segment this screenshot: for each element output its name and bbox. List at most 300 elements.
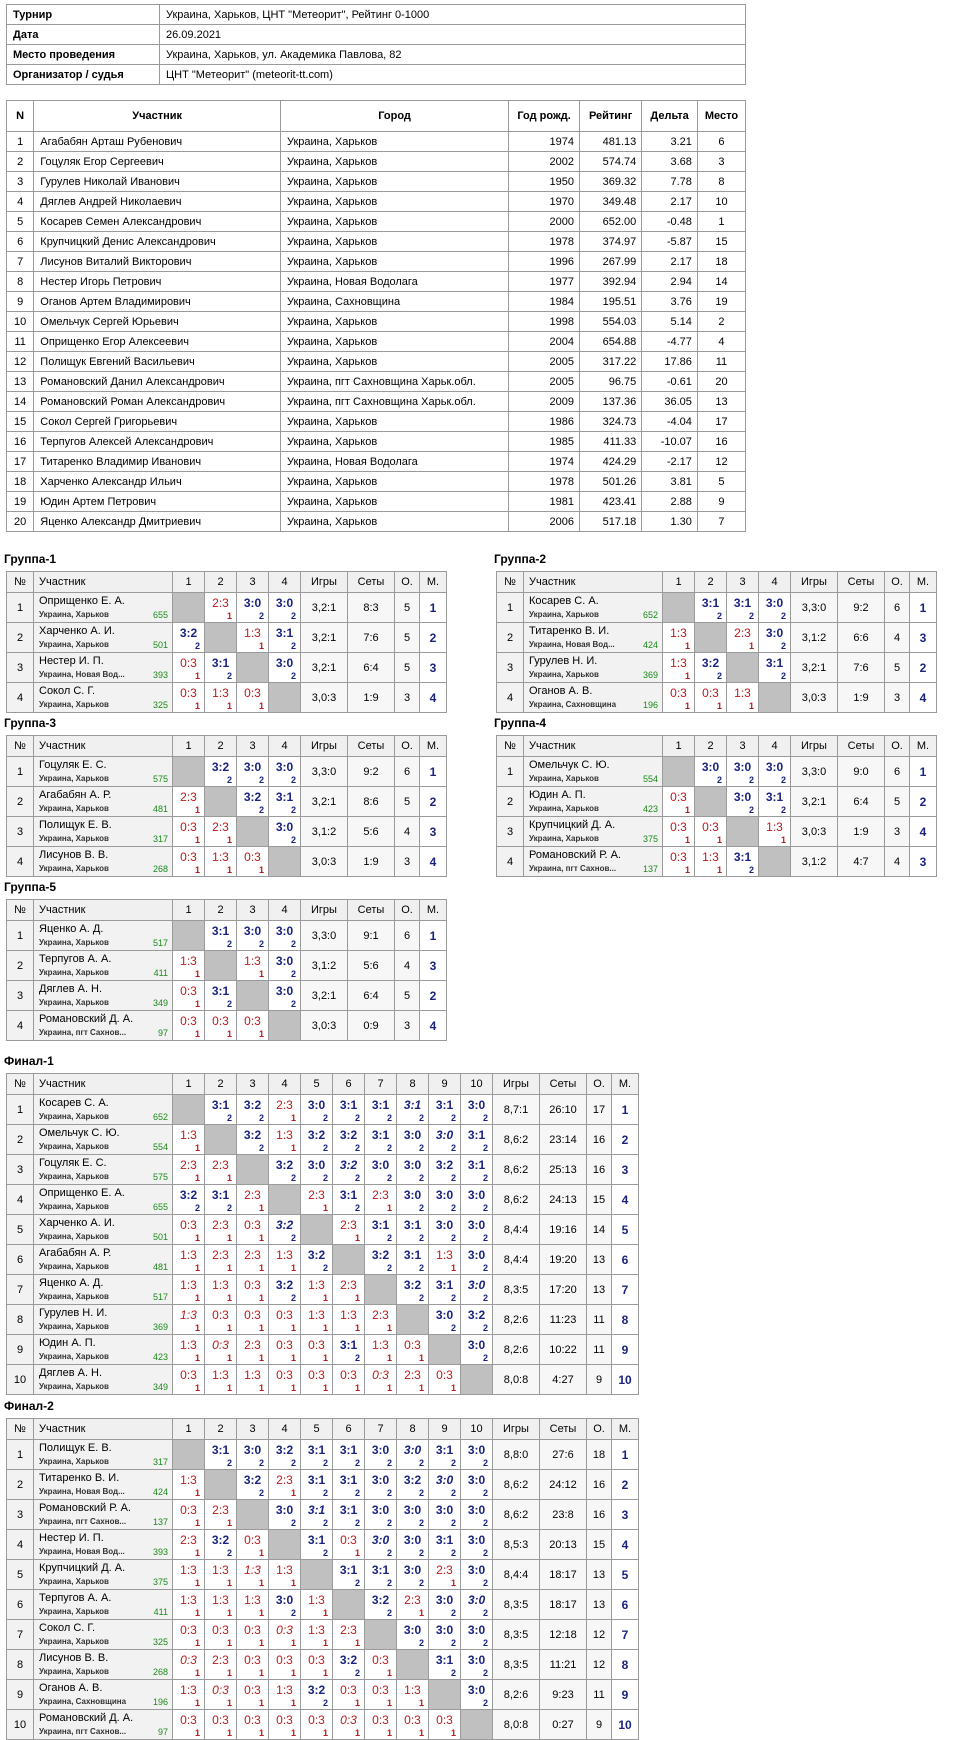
row-games: 3,0:3	[791, 683, 838, 713]
self-cell	[727, 653, 759, 683]
player-short-name: Романовский Д. А.	[39, 1712, 134, 1724]
match-points: 1	[194, 1233, 200, 1243]
match-cell	[173, 1590, 205, 1620]
header-opponent: 10	[461, 1074, 493, 1095]
header-place: М.	[612, 1074, 639, 1095]
player-rating: 423	[152, 1352, 168, 1362]
match-cell	[301, 1620, 333, 1650]
result-row	[7, 1125, 639, 1155]
match-score: 3:0	[371, 1503, 390, 1517]
row-player	[34, 1215, 173, 1245]
self-cell	[759, 683, 791, 713]
player-short-name: Яценко А. Д.	[39, 1277, 104, 1289]
player-rating: 654.88	[580, 332, 642, 352]
player-city: Украина, Харьков	[39, 1577, 109, 1586]
header-opponent: 4	[269, 900, 301, 921]
match-score: 0:3	[180, 686, 197, 700]
match-score: 3:1	[211, 656, 230, 670]
match-score: 1:3	[244, 954, 261, 968]
player-row	[7, 412, 746, 432]
match-points: 2	[418, 1488, 424, 1498]
col-rating: Рейтинг	[580, 101, 642, 132]
match-score: 0:3	[244, 1623, 261, 1637]
match-cell	[269, 1650, 301, 1680]
player-city: Украина, Харьков	[39, 774, 109, 783]
row-player	[34, 1710, 173, 1740]
match-cell	[301, 1185, 333, 1215]
player-name: Гоцуляк Егор Сергеевич	[34, 152, 281, 172]
row-points: 9	[587, 1365, 612, 1395]
match-score: 0:3	[670, 850, 687, 864]
row-place: 2	[420, 623, 447, 653]
match-score: 0:3	[180, 984, 197, 998]
row-number: 4	[7, 847, 34, 877]
player-rating: 97	[157, 1028, 168, 1038]
self-cell	[365, 1620, 397, 1650]
match-points: 2	[418, 1233, 424, 1243]
match-score: 3:0	[467, 1338, 486, 1352]
match-score: 2:3	[244, 1338, 261, 1352]
match-cell	[461, 1335, 493, 1365]
row-games: 8,6:2	[493, 1500, 540, 1530]
match-points: 2	[418, 1293, 424, 1303]
match-score: 3:0	[467, 1098, 486, 1112]
player-city: Украина, Харьков	[39, 700, 109, 709]
match-cell	[461, 1440, 493, 1470]
match-points: 2	[290, 805, 296, 815]
result-row	[7, 1440, 639, 1470]
row-points: 4	[885, 847, 910, 877]
match-points: 1	[258, 1353, 264, 1363]
row-sets: 7:6	[838, 653, 885, 683]
player-short-name: Оприщенко Е. А.	[39, 595, 125, 607]
match-cell	[173, 1185, 205, 1215]
match-points: 2	[482, 1578, 488, 1588]
match-points: 2	[450, 1323, 456, 1333]
match-points: 1	[226, 1353, 232, 1363]
player-number: 7	[7, 252, 34, 272]
match-score: 1:3	[308, 1278, 325, 1292]
match-points: 1	[418, 1728, 424, 1738]
row-points: 15	[587, 1530, 612, 1560]
match-points: 1	[322, 1383, 328, 1393]
match-cell	[269, 1560, 301, 1590]
table-title: Группа-5	[4, 880, 57, 894]
self-cell	[237, 653, 269, 683]
player-city: Украина, Харьков	[280, 472, 508, 492]
match-points: 2	[482, 1143, 488, 1153]
row-sets: 0:9	[348, 1011, 395, 1041]
player-rating: 501.26	[580, 472, 642, 492]
match-cell	[461, 1530, 493, 1560]
match-score: 2:3	[212, 820, 229, 834]
match-score: 3:1	[275, 790, 294, 804]
info-label: Дата	[7, 25, 160, 45]
match-score: 3:0	[467, 1218, 486, 1232]
player-year: 2004	[509, 332, 580, 352]
match-cell	[269, 1710, 301, 1740]
header-opponent: 4	[269, 736, 301, 757]
match-score: 1:3	[308, 1623, 325, 1637]
row-points: 13	[587, 1275, 612, 1305]
match-cell	[205, 1305, 237, 1335]
row-player	[34, 1275, 173, 1305]
row-sets: 1:9	[348, 847, 395, 877]
self-cell	[269, 683, 301, 713]
player-short-name: Гурулев Н. И.	[39, 1307, 108, 1319]
row-sets: 26:10	[540, 1095, 587, 1125]
row-place: 4	[420, 1011, 447, 1041]
player-place: 3	[697, 152, 745, 172]
player-delta: 7.78	[642, 172, 698, 192]
match-cell	[237, 593, 269, 623]
player-rating: 374.97	[580, 232, 642, 252]
match-points: 1	[194, 1488, 200, 1498]
header-opponent: 3	[237, 900, 269, 921]
self-cell	[173, 757, 205, 787]
player-rating: 652	[642, 610, 658, 620]
result-row	[7, 1335, 639, 1365]
match-cell	[461, 1305, 493, 1335]
match-score: 0:3	[372, 1713, 389, 1727]
header-opponent: 2	[205, 572, 237, 593]
match-cell	[695, 683, 727, 713]
player-number: 18	[7, 472, 34, 492]
result-table	[496, 735, 937, 877]
player-short-name: Титаренко В. И.	[39, 1472, 120, 1484]
player-city: Украина, Харьков	[280, 352, 508, 372]
match-points: 1	[194, 1323, 200, 1333]
self-cell	[269, 847, 301, 877]
match-cell	[333, 1530, 365, 1560]
row-player	[34, 1245, 173, 1275]
match-cell	[727, 623, 759, 653]
result-row	[7, 1620, 639, 1650]
match-points: 1	[290, 1323, 296, 1333]
player-row	[7, 432, 746, 452]
player-year: 1978	[509, 232, 580, 252]
match-cell	[205, 1560, 237, 1590]
result-row	[7, 1245, 639, 1275]
match-points: 2	[418, 1203, 424, 1213]
player-delta: 36.05	[642, 392, 698, 412]
player-city: Украина, Харьков	[280, 332, 508, 352]
row-games: 8,0:8	[493, 1710, 540, 1740]
player-year: 1974	[509, 452, 580, 472]
match-cell	[301, 1470, 333, 1500]
match-cell	[237, 757, 269, 787]
match-cell	[237, 1245, 269, 1275]
row-place: 1	[420, 921, 447, 951]
match-points: 2	[354, 1203, 360, 1213]
match-cell	[269, 1590, 301, 1620]
header-points: О.	[587, 1074, 612, 1095]
match-points: 2	[322, 1488, 328, 1498]
row-sets: 6:4	[838, 787, 885, 817]
player-row	[7, 452, 746, 472]
row-points: 5	[395, 653, 420, 683]
header-opponent: 3	[237, 572, 269, 593]
match-points: 1	[194, 1578, 200, 1588]
row-games: 8,6:2	[493, 1155, 540, 1185]
match-score: 3:2	[275, 1443, 294, 1457]
match-cell	[173, 1155, 205, 1185]
col-city: Город	[280, 101, 508, 132]
row-number: 4	[7, 1185, 34, 1215]
header-games: Игры	[493, 1074, 540, 1095]
self-cell	[727, 817, 759, 847]
row-games: 8,4:4	[493, 1215, 540, 1245]
result-row	[7, 1155, 639, 1185]
player-city: Украина, Харьков	[39, 1112, 109, 1121]
match-cell	[173, 1305, 205, 1335]
match-points: 2	[290, 1608, 296, 1618]
row-games: 3,3:0	[791, 757, 838, 787]
match-points: 1	[418, 1353, 424, 1363]
match-points: 2	[386, 1488, 392, 1498]
player-rating: 97	[157, 1727, 168, 1737]
match-points: 2	[450, 1143, 456, 1153]
player-place: 2	[697, 312, 745, 332]
row-sets: 4:27	[540, 1365, 587, 1395]
match-cell	[301, 1155, 333, 1185]
header-opponent: 9	[429, 1419, 461, 1440]
match-score: 3:2	[307, 1128, 326, 1142]
match-points: 1	[258, 1668, 264, 1678]
player-city: Украина, Харьков	[529, 804, 599, 813]
header-games: Игры	[301, 900, 348, 921]
result-table	[6, 735, 447, 877]
col-year: Год рожд.	[509, 101, 580, 132]
col-place: Место	[697, 101, 745, 132]
match-cell	[237, 1440, 269, 1470]
player-city: Украина, Харьков	[529, 670, 599, 679]
match-cell	[205, 1095, 237, 1125]
match-cell	[695, 757, 727, 787]
result-header-row	[497, 736, 937, 757]
match-cell	[269, 1095, 301, 1125]
row-sets: 1:9	[838, 817, 885, 847]
info-row	[7, 45, 746, 65]
player-number: 14	[7, 392, 34, 412]
player-city: Украина, Новая Вод...	[529, 640, 615, 649]
row-number: 3	[7, 1155, 34, 1185]
match-points: 2	[450, 1488, 456, 1498]
match-score: 3:1	[371, 1098, 390, 1112]
match-cell	[173, 1680, 205, 1710]
row-sets: 1:9	[838, 683, 885, 713]
match-score: 2:3	[212, 1218, 229, 1232]
header-opponent: 1	[173, 572, 205, 593]
result-row	[7, 921, 447, 951]
match-score: 3:1	[733, 596, 752, 610]
match-cell	[333, 1095, 365, 1125]
player-row	[7, 152, 746, 172]
player-delta: -5.87	[642, 232, 698, 252]
match-cell	[205, 1245, 237, 1275]
row-games: 3,1:2	[791, 847, 838, 877]
match-score: 3:0	[467, 1278, 486, 1292]
match-cell	[269, 1245, 301, 1275]
match-score: 3:0	[467, 1473, 486, 1487]
header-opponent: 1	[173, 1419, 205, 1440]
row-points: 5	[395, 623, 420, 653]
player-place: 6	[697, 132, 745, 152]
match-points: 2	[290, 641, 296, 651]
row-place: 8	[612, 1650, 639, 1680]
row-place: 6	[612, 1590, 639, 1620]
player-row	[7, 392, 746, 412]
match-score: 3:1	[211, 1188, 230, 1202]
match-cell	[365, 1215, 397, 1245]
match-points: 2	[258, 1488, 264, 1498]
match-score: 3:1	[403, 1248, 422, 1262]
match-score: 2:3	[404, 1593, 421, 1607]
match-points: 2	[386, 1263, 392, 1273]
match-score: 2:3	[276, 1473, 293, 1487]
match-points: 2	[290, 939, 296, 949]
player-city: Украина, Харьков	[39, 1352, 109, 1361]
header-opponent: 4	[759, 736, 791, 757]
player-rating: 137	[642, 864, 658, 874]
row-player	[524, 623, 663, 653]
match-points: 1	[194, 969, 200, 979]
match-score: 0:3	[308, 1653, 325, 1667]
row-points: 15	[587, 1185, 612, 1215]
match-cell	[429, 1590, 461, 1620]
player-rating: 317.22	[580, 352, 642, 372]
match-points: 1	[194, 1263, 200, 1273]
match-cell	[461, 1470, 493, 1500]
match-score: 3:2	[275, 1158, 294, 1172]
self-cell	[173, 593, 205, 623]
match-cell	[269, 1275, 301, 1305]
match-score: 3:0	[765, 760, 784, 774]
match-points: 1	[418, 1608, 424, 1618]
match-score: 2:3	[180, 1158, 197, 1172]
row-sets: 9:2	[348, 757, 395, 787]
row-games: 3,0:3	[301, 1011, 348, 1041]
match-cell	[237, 1365, 269, 1395]
match-cell	[461, 1650, 493, 1680]
match-cell	[173, 981, 205, 1011]
player-city: Украина, Харьков	[39, 1172, 109, 1181]
table-title: Группа-1	[4, 552, 57, 566]
match-cell	[269, 951, 301, 981]
player-rating: 424	[152, 1487, 168, 1497]
row-sets: 11:21	[540, 1650, 587, 1680]
row-player	[34, 1155, 173, 1185]
match-cell	[173, 787, 205, 817]
match-points: 2	[226, 1458, 232, 1468]
match-points: 1	[226, 1293, 232, 1303]
row-points: 6	[395, 921, 420, 951]
info-label: Организатор / судья	[7, 65, 160, 85]
match-cell	[727, 787, 759, 817]
col-n: N	[7, 101, 34, 132]
match-score: 0:3	[212, 1713, 229, 1727]
match-cell	[205, 1335, 237, 1365]
row-player	[34, 623, 173, 653]
player-year: 1974	[509, 132, 580, 152]
row-place: 10	[612, 1710, 639, 1740]
row-points: 6	[885, 593, 910, 623]
match-cell	[429, 1275, 461, 1305]
match-cell	[301, 1530, 333, 1560]
match-score: 0:3	[180, 1653, 197, 1667]
match-points: 2	[450, 1113, 456, 1123]
match-score: 1:3	[702, 850, 719, 864]
player-short-name: Лисунов В. В.	[39, 1652, 109, 1664]
match-points: 2	[482, 1668, 488, 1678]
player-delta: -0.61	[642, 372, 698, 392]
match-score: 1:3	[180, 1278, 197, 1292]
row-place: 1	[420, 757, 447, 787]
row-place: 2	[420, 981, 447, 1011]
player-name: Дяглев Андрей Николаевич	[34, 192, 281, 212]
participants-header-row	[7, 101, 746, 132]
match-cell	[727, 847, 759, 877]
match-points: 1	[258, 1029, 264, 1039]
header-sets: Сеты	[348, 900, 395, 921]
header-opponent: 3	[727, 736, 759, 757]
player-rating: 423.41	[580, 492, 642, 512]
player-name: Юдин Артем Петрович	[34, 492, 281, 512]
match-cell	[333, 1710, 365, 1740]
row-sets: 11:23	[540, 1305, 587, 1335]
match-cell	[759, 593, 791, 623]
row-number: 2	[7, 1125, 34, 1155]
player-short-name: Крупчицкий Д. А.	[39, 1562, 126, 1574]
header-place: М.	[612, 1419, 639, 1440]
player-year: 1977	[509, 272, 580, 292]
player-delta: 2.17	[642, 252, 698, 272]
self-cell	[429, 1680, 461, 1710]
match-points: 1	[194, 1353, 200, 1363]
match-points: 2	[354, 1458, 360, 1468]
header-player: Участник	[524, 736, 663, 757]
match-score: 3:2	[243, 1473, 262, 1487]
match-points: 1	[354, 1293, 360, 1303]
match-score: 1:3	[670, 656, 687, 670]
result-row	[7, 1590, 639, 1620]
player-city: Украина, Харьков	[39, 1637, 109, 1646]
match-cell	[429, 1530, 461, 1560]
player-city: Украина, Сахновщина	[39, 1697, 127, 1706]
match-cell	[461, 1560, 493, 1590]
row-player	[524, 847, 663, 877]
match-score: 1:3	[308, 1593, 325, 1607]
player-city: Украина, Сахновщина	[529, 700, 617, 709]
result-header-row	[7, 1074, 639, 1095]
match-score: 0:3	[404, 1713, 421, 1727]
row-number: 1	[7, 593, 34, 623]
row-games: 3,0:3	[791, 817, 838, 847]
match-points: 2	[450, 1458, 456, 1468]
match-score: 3:0	[733, 760, 752, 774]
match-score: 1:3	[212, 1593, 229, 1607]
match-points: 1	[194, 999, 200, 1009]
row-games: 8,6:2	[493, 1470, 540, 1500]
match-cell	[205, 1650, 237, 1680]
self-cell	[205, 623, 237, 653]
match-score: 3:2	[339, 1128, 358, 1142]
row-place: 1	[910, 593, 937, 623]
match-score: 1:3	[212, 1563, 229, 1577]
match-points: 2	[450, 1233, 456, 1243]
player-place: 5	[697, 472, 745, 492]
match-cell	[397, 1680, 429, 1710]
